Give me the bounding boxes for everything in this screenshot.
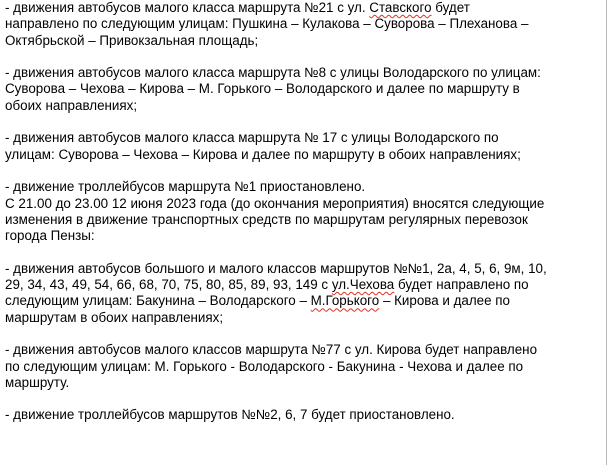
text-run: С 21.00 до 23.00 12 июня 2023 года (до окончания мероприятия) вносятся следующие [5, 195, 545, 211]
text-line [5, 81, 607, 97]
text-run: улицам: Суворова – Чехова – Кирова и далее по маршруту в обоих направлениях; [5, 146, 521, 162]
text-line [5, 375, 607, 391]
text-line [5, 293, 607, 309]
text-run: Октябрьской – Привокзальная площадь; [5, 32, 259, 48]
text-line [5, 359, 607, 375]
paragraph [5, 179, 607, 244]
paragraph [5, 342, 607, 391]
text-run: будет [431, 0, 470, 15]
text-line [5, 33, 607, 49]
paragraph [5, 0, 607, 49]
paragraph [5, 65, 607, 114]
text-line [5, 228, 607, 244]
text-run: 29, 34, 43, 49, 54, 66, 68, 70, 75, 80, 85, 89, 93, 149 с [5, 277, 332, 293]
text-run: будет направлено по [394, 277, 529, 293]
text-line [5, 179, 607, 195]
paragraph [5, 130, 607, 163]
text-run: обоих направлениях; [5, 97, 138, 113]
text-run: Суворова – Чехова – Кирова – М. Горького – Володарского и далее по маршруту в [5, 81, 520, 97]
paragraph-spacer [5, 163, 607, 179]
text-run: - движения автобусов малого класса маршрута №21 с ул. [5, 0, 370, 15]
text-run: направлено по следующим улицам: Пушкина – Кулакова – Суворова – Плеханова – [5, 16, 529, 32]
text-run: - движения автобусов малого классов маршрута №77 с ул. Кирова будет направлено [5, 342, 538, 358]
text-line [5, 65, 607, 81]
misspelled-word: М.Горького [310, 293, 380, 309]
text-run: города Пензы: [5, 228, 95, 244]
text-run: - движение троллейбусов маршрутов №№2, 6, 7 будет приостановлено. [5, 407, 455, 423]
text-line [5, 407, 607, 423]
text-line [5, 98, 607, 114]
text-line [5, 130, 607, 146]
text-line [5, 147, 607, 163]
text-run: по следующим улицам: М. Горького - Володарского - Бакунина - Чехова и далее по [5, 358, 524, 374]
paragraph-spacer [5, 391, 607, 407]
text-run: – Кирова и далее по [379, 293, 510, 309]
text-run: маршрутам в обоих направлениях; [5, 309, 224, 325]
text-run: следующим улицам: Бакунина – Володарского – [5, 293, 311, 309]
text-run: маршруту. [5, 374, 70, 390]
text-line [5, 261, 607, 277]
text-run: - движения автобусов большого и малого классов маршрутов №№1, 2а, 4, 5, 6, 9м, 10, [5, 260, 547, 276]
paragraph [5, 407, 607, 423]
text-run: - движения автобусов малого класса маршрута № 17 с улицы Володарского по [5, 130, 499, 146]
text-line [5, 342, 607, 358]
text-line [5, 16, 607, 32]
text-line [5, 196, 607, 212]
paragraph-spacer [5, 244, 607, 260]
text-run: изменения в движение транспортных средств по маршрутам регулярных перевозок [5, 211, 528, 227]
text-line [5, 277, 607, 293]
text-run: - движение троллейбусов маршрута №1 приостановлено. [5, 179, 366, 195]
text-line [5, 212, 607, 228]
paragraph-spacer [5, 114, 607, 130]
paragraph-spacer [5, 49, 607, 65]
text-run: - движения автобусов малого класса маршрута №8 с улицы Володарского по улицам: [5, 65, 541, 81]
paragraph-spacer [5, 326, 607, 342]
text-line [5, 0, 607, 16]
document-body [5, 0, 607, 424]
paragraph [5, 261, 607, 326]
text-line [5, 310, 607, 326]
misspelled-word: Ставского [369, 0, 432, 15]
misspelled-word: ул.Чехова [331, 277, 395, 293]
